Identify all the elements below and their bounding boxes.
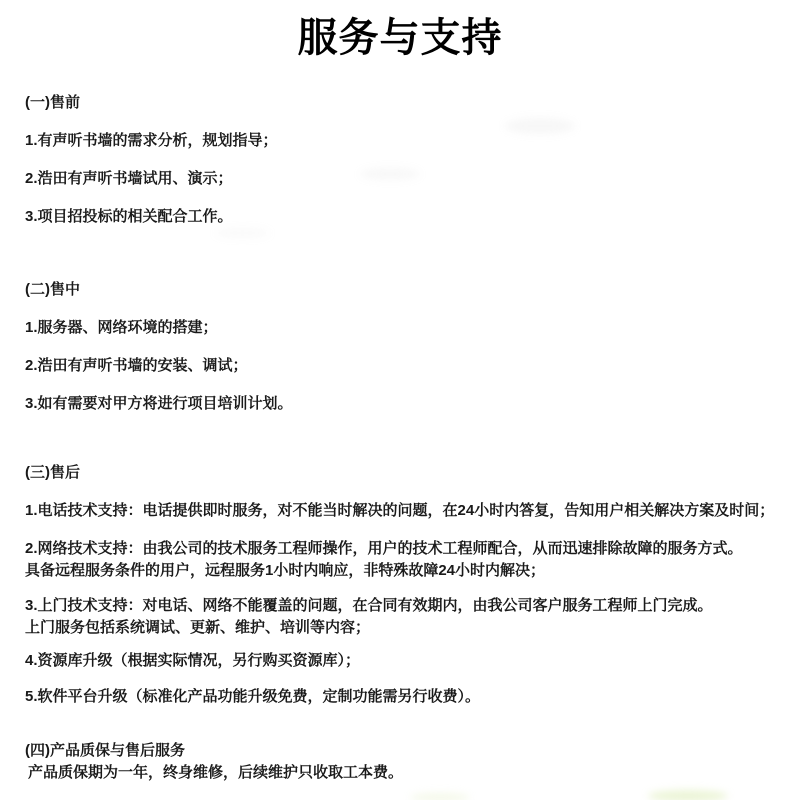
list-item: 产品质保期为一年，终身维修，后续维护只收取工本费。 — [28, 764, 404, 781]
list-item: 1.电话技术支持：电话提供即时服务，对不能当时解决的问题，在24小时内答复，告知用户相关解决方案及时间； — [25, 502, 775, 519]
list-item: 2.浩田有声听书墙试用、演示； — [25, 170, 233, 187]
section-heading-midsale: (二)售中 — [25, 281, 80, 298]
list-item: 2.浩田有声听书墙的安装、调试； — [25, 357, 248, 374]
list-item: 2.网络技术支持：由我公司的技术服务工程师操作，用户的技术工程师配合，从而迅速排除故障的服务方式。 — [25, 540, 743, 557]
list-item: 4.资源库升级（根据实际情况，另行购买资源库）； — [25, 652, 361, 669]
list-item: 3.项目招投标的相关配合工作。 — [25, 208, 233, 225]
page-title: 服务与支持 — [297, 16, 503, 60]
section-heading-presale: (一)售前 — [25, 94, 80, 111]
list-item-continuation: 上门服务包括系统调试、更新、维护、培训等内容； — [25, 619, 371, 636]
section-presale — [25, 92, 785, 227]
section-midsale — [25, 279, 785, 414]
section-aftersale — [25, 462, 785, 707]
section-warranty — [25, 740, 785, 783]
artifact-smudge — [410, 793, 470, 800]
list-item: 1.服务器、网络环境的搭建； — [25, 319, 218, 336]
artifact-smudge — [648, 790, 728, 800]
section-heading-aftersale: (三)售后 — [25, 464, 80, 481]
list-item: 5.软件平台升级（标准化产品功能升级免费，定制功能需另行收费）。 — [25, 688, 481, 705]
document-content — [0, 92, 800, 783]
list-item: 3.上门技术支持：对电话、网络不能覆盖的问题，在合同有效期内，由我公司客户服务工程师上门完成。 — [25, 597, 713, 614]
list-item: 1.有声听书墙的需求分析，规划指导； — [25, 132, 278, 149]
list-item: 3.如有需要对甲方将进行项目培训计划。 — [25, 395, 293, 412]
list-item-continuation: 具备远程服务条件的用户，远程服务1小时内响应，非特殊故障24小时内解决； — [25, 562, 546, 579]
section-heading-warranty: (四)产品质保与售后服务 — [25, 742, 185, 759]
